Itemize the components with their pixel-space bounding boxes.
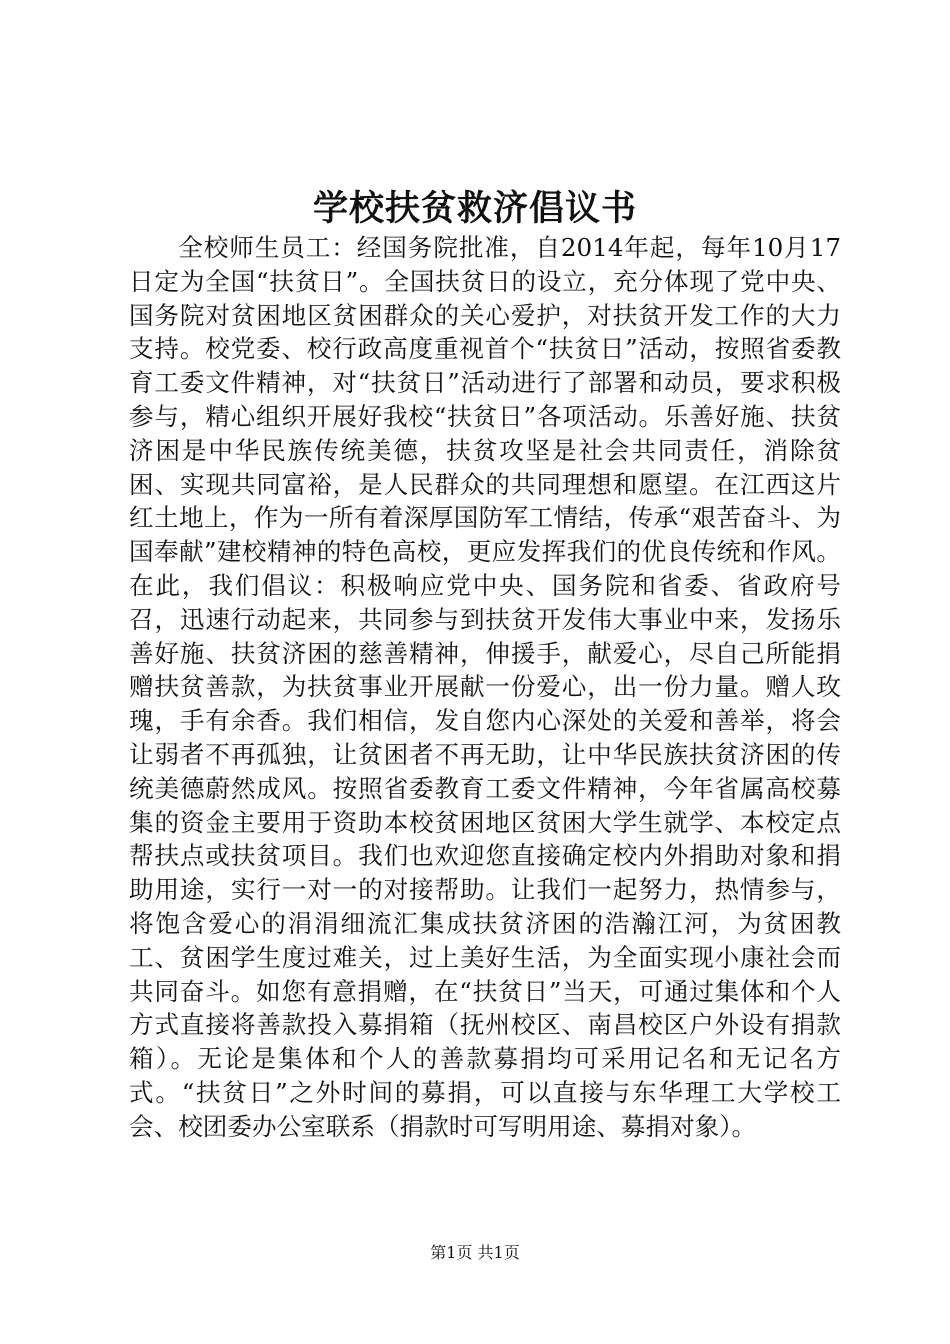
page-footer: 第1页 共1页 (430, 1243, 520, 1262)
document-body: 全校师生员工：经国务院批准，自2014年起，每年10月17日定为全国“扶贫日”。全国扶贫日的设立，充分体现了党中央、国务院对贫困地区贫困群众的关心爱护，对扶贫开发工作的大力支持。校党委、校行政高度重视首个“扶贫日”活动，按照省委教育工委文件精神，对“扶贫日”活动进行了部署和动员，要求积极参与，精心组织开展好我校“扶贫日”各项活动。乐善好施、扶贫济困是中华民族传统美德，扶贫攻坚是社会共同责任，消除贫困、实现共同富裕，是人民群众的共同理想和愿望。在江西这片红土地上，作为一所有着深厚国防军工情结，传承“艰苦奋斗、为国奉献”建校精神的特色高校，更应发挥我们的优良传统和作风。在此，我们倡议：积极响应党中央、国务院和省委、省政府号召，迅速行动起来，共同参与到扶贫开发伟大事业中来，发扬乐善好施、扶贫济困的慈善精神，伸援手，献爱心，尽自己所能捐赠扶贫善款，为扶贫事业开展献一份爱心，出一份力量。赠人玫瑰，手有余香。我们相信，发自您内心深处的关爱和善举，将会让弱者不再孤独，让贫困者不再无助，让中华民族扶贫济困的传统美德蔚然成风。按照省委教育工委文件精神，今年省属高校募集的资金主要用于资助本校贫困地区贫困大学生就学、本校定点帮扶点或扶贫项目。我们也欢迎您直接确定校内外捐助对象和捐助用途，实行一对一的对接帮助。让我们一起努力，热情参与，将饱含爱心的涓涓细流汇集成扶贫济困的浩瀚江河，为贫困教工、贫困学生度过难关，过上美好生活，为全面实现小康社会而共同奋斗。如您有意捐赠，在“扶贫日”当天，可通过集体和个人方式直接将善款投入募捐箱（抚州校区、南昌校区户外设有捐款箱）。无论是集体和个人的善款募捐均可采用记名和无记名方式。“扶贫日”之外时间的募捐，可以直接与东华理工大学校工会、校团委办公室联系（捐款时可写明用途、募捐对象）。 (129, 233, 841, 1141)
document-title: 学校扶贫救济倡议书 (312, 188, 637, 229)
